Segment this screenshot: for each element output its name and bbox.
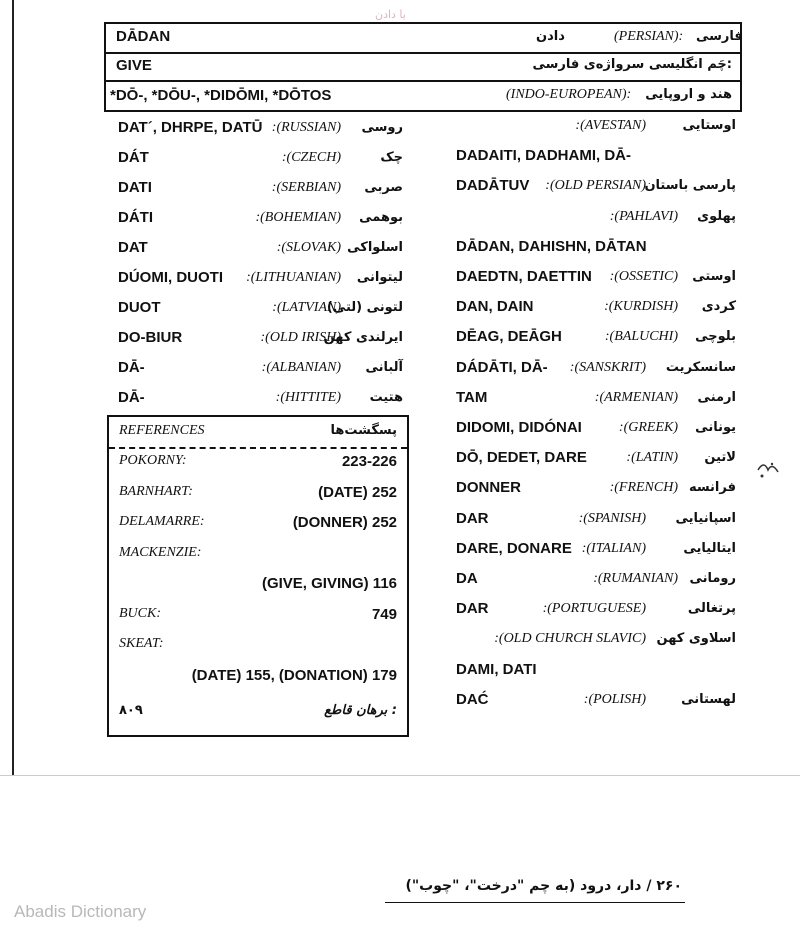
burhan-value: ۸۰۹ (119, 703, 143, 718)
entry-persian-name: پارسی باستان (644, 178, 736, 194)
references-divider (109, 447, 407, 449)
entry-latin: DONNER (456, 479, 522, 497)
entry-persian-name: لهستانی (681, 691, 736, 707)
entry-language: :(LATIN) (626, 450, 678, 466)
entry-language: :(LITHUANIAN) (246, 270, 341, 285)
entry-language: :(SLOVAK) (276, 240, 341, 255)
references-title-fa: پسگشت‌ها (330, 423, 397, 438)
entry-persian-name: سانسکریت (665, 359, 736, 375)
entry-language: :(POLISH) (583, 691, 646, 707)
left-entry (118, 266, 403, 290)
entry-latin: DĀ- (118, 359, 145, 376)
entry-latin: DAR (456, 600, 489, 618)
left-entry (118, 356, 403, 380)
entry-latin: DO-BIUR (118, 329, 183, 346)
brand-watermark: Abadis Dictionary (14, 902, 147, 921)
right-entry (456, 114, 736, 138)
right-entry (456, 174, 736, 198)
entry-persian-name: اوستایی (682, 118, 736, 133)
entry-persian-name: آلبانی (365, 360, 403, 375)
entry-latin: DĀDAN, DAHISHN, DĀTAN (456, 237, 647, 255)
right-entry (456, 416, 736, 440)
reference-value: 749 (371, 605, 397, 623)
right-entry (456, 537, 736, 561)
right-entry (456, 235, 736, 259)
top-watermark: یا دادن (375, 8, 406, 21)
entry-language: :(HITTITE) (275, 390, 341, 405)
footer-underline (385, 902, 685, 903)
entry-latin: DAT´, DHRPE, DATŪ (118, 119, 263, 136)
entry-latin: DA (456, 570, 478, 587)
entry-persian-name: لاتین (704, 450, 736, 466)
left-entry (118, 236, 403, 260)
header-fa-word: دادن (536, 29, 565, 44)
left-entry (118, 206, 403, 230)
right-entry (456, 295, 736, 319)
entry-language: :(OLD PERSIAN) (545, 178, 646, 194)
entry-persian-name: اوستی (692, 269, 736, 284)
header-row-indoeuropean (104, 82, 742, 112)
scribble-mark (754, 456, 782, 482)
page-separator (0, 775, 800, 776)
entry-language: :(CZECH) (281, 150, 341, 165)
entry-persian-name: بوهمی (359, 210, 403, 225)
header-latin: GIVE (116, 57, 152, 74)
right-entry (456, 386, 736, 410)
reference-name: MACKENZIE: (119, 544, 202, 560)
entry-language: :(ITALIAN) (581, 540, 646, 556)
entry-latin: DIDOMI, DIDÓNAI (456, 419, 582, 436)
right-entry (456, 265, 736, 289)
right-entry (456, 688, 736, 712)
entry-language: :(AVESTAN) (575, 118, 646, 133)
entry-latin: DÁT (118, 149, 149, 166)
entry-persian-name: لتونی (لتی) (326, 300, 403, 315)
entry-language: :(ARMENIAN) (594, 389, 678, 405)
reference-value: 223-226 (341, 453, 397, 470)
entry-latin: DARE, DONARE (456, 539, 572, 557)
entry-language: :(RUSSIAN) (271, 120, 341, 135)
reference-name: BUCK: (119, 605, 161, 621)
entry-latin: DŌ, DEDET, DARE (456, 449, 587, 467)
left-entry (118, 386, 403, 410)
entry-language: :(BALUCHI) (604, 329, 678, 345)
reference-name: BARNHART: (119, 483, 193, 499)
entry-language: :(SANSKRIT) (569, 359, 646, 375)
left-entry (118, 296, 403, 320)
right-entry (456, 144, 736, 168)
left-entry (118, 146, 403, 170)
header-latin: *DŌ-, *DŌU-, *DIDŌMI, *DŌTOS (110, 87, 332, 104)
burhan-label: برهان قاطع : (324, 703, 397, 718)
entry-language: :(GREEK) (618, 420, 678, 435)
entry-language: :(ALBANIAN) (261, 360, 341, 375)
entry-persian-name: لیتوانی (356, 270, 403, 285)
entry-persian-name: رومانی (689, 571, 736, 586)
entry-latin: DUOT (118, 299, 161, 316)
reference-name: SKEAT: (119, 636, 164, 651)
entry-latin: DAEDTN, DAETTIN (456, 268, 592, 285)
entry-language: :(RUMANIAN) (593, 571, 678, 586)
entry-persian-name: ارمنی (697, 389, 736, 405)
entry-persian-name: اسپانیایی (675, 510, 736, 526)
entry-persian-name: فرانسه (688, 480, 736, 496)
entry-persian-name: صربی (364, 180, 403, 195)
reference-value: (DATE) 155, (DONATION) 179 (191, 666, 397, 684)
header-row-english (104, 52, 742, 82)
right-entry (456, 658, 736, 682)
entry-latin: DAR (456, 509, 489, 527)
right-entry (456, 356, 736, 380)
right-entry (456, 567, 736, 591)
entry-persian-name: پرتغالی (687, 601, 736, 617)
header-latin: DĀDAN (116, 28, 171, 45)
entry-persian-name: کردی (701, 299, 736, 315)
entry-persian-name: روسی (361, 120, 403, 135)
reference-name: POKORNY: (119, 453, 187, 468)
entry-persian-name: پهلوی (697, 208, 736, 224)
header-lang: (INDO-EUROPEAN): (506, 87, 632, 102)
entry-latin: DADAITI, DADHAMI, DĀ- (456, 147, 631, 165)
entry-persian-name: هتیت (369, 390, 403, 405)
footer-page-line: ۲۶۰ / دار، درود (به چم "درخت"، "چوب") (405, 878, 682, 894)
entry-latin: TAM (456, 388, 488, 406)
references-box (107, 415, 409, 737)
right-entry (456, 446, 736, 470)
entry-persian-name: اسلواکی (347, 240, 403, 255)
entry-persian-name: ایتالیایی (683, 540, 736, 556)
left-entry (118, 326, 403, 350)
reference-value: (DONNER) 252 (292, 514, 397, 531)
entry-language: :(PORTUGUESE) (542, 601, 646, 617)
entry-language: :(SERBIAN) (271, 180, 341, 195)
entry-latin: DATI (118, 179, 152, 196)
reference-value: (GIVE, GIVING) 116 (261, 575, 397, 592)
header-lang: (PERSIAN): (614, 29, 684, 44)
left-entry (118, 176, 403, 200)
references-title: REFERENCES (119, 423, 205, 438)
header-fa-label: فارسی (696, 29, 743, 44)
entry-persian-name: یونانی (695, 420, 736, 435)
entry-language: :(SPANISH) (578, 510, 646, 526)
entry-latin: DAMI, DATI (456, 660, 537, 678)
header-fa-label: چَم انگلیسی سرواژه‌ی فارسی: (532, 57, 732, 72)
page-left-border (12, 0, 14, 775)
entry-language: :(OLD CHURCH SLAVIC) (494, 631, 646, 647)
entry-persian-name: چک (380, 150, 403, 165)
header-row-persian (104, 22, 742, 54)
entry-latin: DADĀTUV (456, 177, 530, 195)
entry-language: :(KURDISH) (604, 299, 678, 315)
entry-latin: DĒAG, DEĀGH (456, 328, 562, 346)
entry-language: :(FRENCH) (609, 480, 678, 496)
header-fa-label: هند و اروپایی (645, 87, 732, 102)
entry-language: :(OSSETIC) (609, 269, 678, 284)
right-entry (456, 507, 736, 531)
entry-latin: DAT (118, 239, 148, 256)
entry-latin: DĀ- (118, 389, 145, 406)
reference-value: (DATE) 252 (318, 483, 397, 501)
entry-language: :(LATVIAN) (272, 300, 341, 315)
right-entry (456, 325, 736, 349)
right-entry (456, 627, 736, 651)
reference-name: DELAMARRE: (119, 514, 205, 529)
entry-latin: DAĆ (456, 690, 489, 708)
entry-language: :(PAHLAVI) (609, 208, 678, 224)
right-entry (456, 205, 736, 229)
entry-persian-name: بلوچی (695, 329, 736, 345)
right-entry (456, 597, 736, 621)
entry-persian-name: ایرلندی کهن (323, 330, 403, 345)
right-entry (456, 476, 736, 500)
entry-language: :(BOHEMIAN) (255, 210, 341, 225)
entry-latin: DÚOMI, DUOTI (118, 269, 223, 286)
entry-persian-name: اسلاوی کهن (656, 631, 736, 647)
left-entry (118, 116, 403, 140)
entry-language: :(OLD IRISH) (260, 330, 341, 345)
entry-latin: DÁTI (118, 209, 153, 226)
entry-latin: DAN, DAIN (456, 298, 534, 316)
entry-latin: DÁDĀTI, DĀ- (456, 358, 548, 376)
